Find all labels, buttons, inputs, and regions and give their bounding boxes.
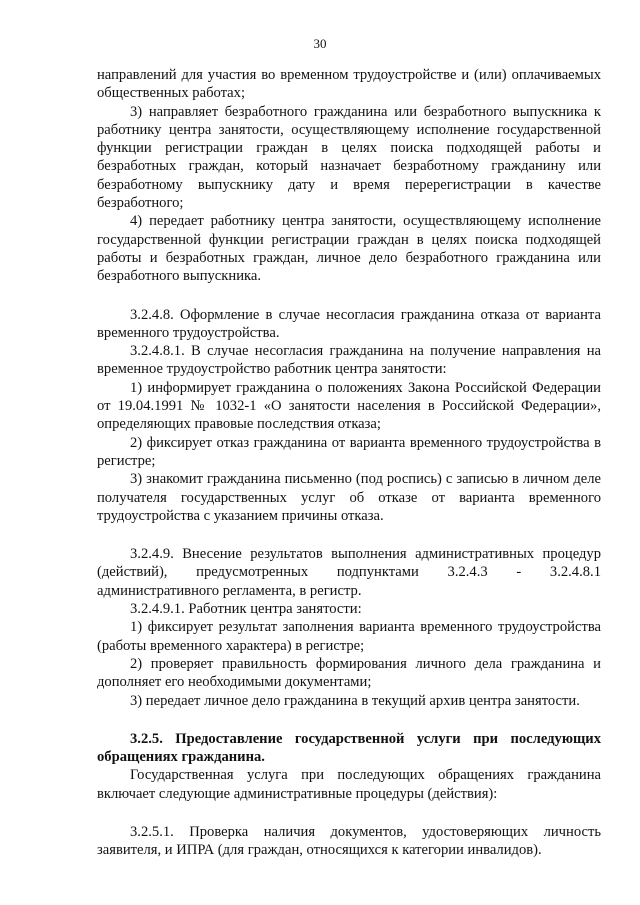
paragraph: 3.2.5.1. Проверка наличия документов, удостоверяющих личность заявителя, и ИПРА (для граждан, относящихся к категории инвалидов). [97, 823, 601, 859]
paragraph: 3) знакомит гражданина письменно (под роспись) с записью в личном деле получателя государственных услуг об отказе от варианта временного трудоустройства с указанием причины отказа. [97, 471, 601, 524]
document-body [97, 66, 601, 860]
section-heading-bold: 3.2.5. Предоставление государственной услуги при последующих обращениях гражданина. [97, 730, 601, 766]
section-heading: 3.2.4.9. Внесение результатов выполнения административных процедур (действий), предусмотренных подпунктами 3.2.4.3 - 3.2.4.8.1 административного регламента, в регистр. [97, 546, 601, 599]
paragraph: 3.2.4.9.1. Работник центра занятости: [130, 601, 362, 618]
page-number: 30 [313, 36, 327, 51]
paragraph: направлений для участия во временном трудоустройстве и (или) оплачиваемых общественных работах; [97, 67, 601, 102]
paragraph: 3) направляет безработного гражданина или безработного выпускника к работнику центра занятости, осуществляющему исполнение государственной функции регистрации граждан в целях поиска подходящей работы и безработных граждан, который назначает безработному гражданину или безработному выпускнику дату и время перерегистрации в качестве безработного; [97, 103, 601, 212]
paragraph: 2) фиксирует отказ гражданина от варианта временного трудоустройства в регистре; [97, 434, 601, 469]
paragraph: 2) проверяет правильность формирования личного дела гражданина и дополняет его необходимыми документами; [97, 655, 601, 691]
paragraph: 4) передает работнику центра занятости, осуществляющему исполнение государственной функции регистрации граждан в целях поиска подходящей работы и безработных граждан, личное дело безработного гражданина или безработного выпускника. [97, 213, 601, 285]
paragraph: 3.2.4.8.1. В случае несогласия гражданина на получение направления на временное трудоустройство работник центра занятости: [97, 343, 601, 378]
paragraph: 1) фиксирует результат заполнения варианта временного трудоустройства (работы временного характера) в регистре; [97, 619, 601, 654]
section-heading: 3.2.4.8. Оформление в случае несогласия гражданина отказа от варианта временного трудоустройства. [97, 306, 601, 341]
paragraph: 1) информирует гражданина о положениях Закона Российской Федерации от 19.04.1991 № 1032-1 «О занятости населения в Российской Федерации», определяющих правовые последствия отказа; [97, 379, 601, 433]
paragraph: Государственная услуга при последующих обращениях гражданина включает следующие административные процедуры (действия): [97, 767, 601, 802]
paragraph: 3) передает личное дело гражданина в текущий архив центра занятости. [130, 692, 580, 709]
